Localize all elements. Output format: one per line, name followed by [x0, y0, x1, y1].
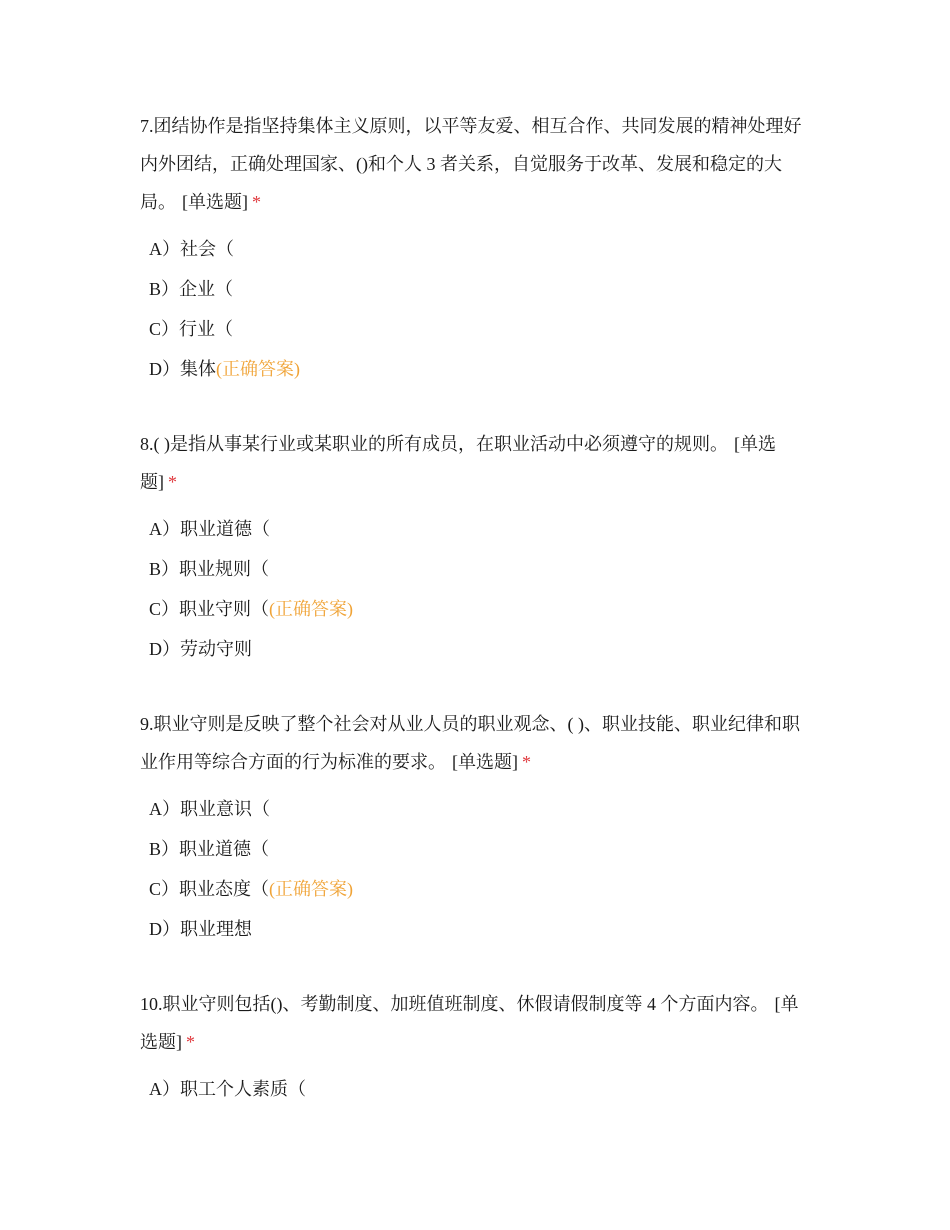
option-d[interactable]: D）职业理想 [149, 919, 252, 939]
correct-answer-tag: (正确答案) [269, 599, 354, 619]
option-c[interactable]: C）职业态度（(正确答案) [149, 879, 354, 899]
option-a[interactable]: A）职工个人素质（ [149, 1079, 306, 1099]
question-type-tag: [单选题] [452, 752, 518, 772]
option-d[interactable]: D）集体(正确答案) [149, 359, 300, 379]
option-b[interactable]: B）职业道德（ [149, 839, 270, 859]
question-text: 10.职业守则包括()、考勤制度、加班值班制度、休假请假制度等 4 个方面内容。 [单选题] * [140, 994, 799, 1052]
question-10 [140, 985, 810, 1109]
option-c[interactable]: C）行业（ [149, 319, 234, 339]
option-b[interactable]: B）职业规则（ [149, 559, 270, 579]
question-7 [140, 107, 810, 389]
required-marker: * [252, 192, 261, 212]
option-a[interactable]: A）职业道德（ [149, 519, 270, 539]
correct-answer-tag: (正确答案) [216, 359, 300, 379]
option-list [140, 229, 810, 389]
option-list [140, 1069, 810, 1109]
required-marker: * [186, 1032, 195, 1052]
option-c[interactable]: C）职业守则（(正确答案) [149, 599, 354, 619]
question-9 [140, 705, 810, 949]
option-a[interactable]: A）职业意识（ [149, 799, 270, 819]
question-text: 8.( )是指从事某行业或某职业的所有成员，在职业活动中必须遵守的规则。 [单选题] * [140, 434, 776, 492]
option-b[interactable]: B）企业（ [149, 279, 234, 299]
correct-answer-tag: (正确答案) [269, 879, 354, 899]
question-type-tag: [单选题] [140, 434, 776, 492]
option-list [140, 509, 810, 669]
required-marker: * [168, 472, 177, 492]
question-text: 7.团结协作是指坚持集体主义原则，以平等友爱、相互合作、共同发展的精神处理好内外团结，正确处理国家、()和个人 3 者关系，自觉服务于改革、发展和稳定的大局。 [单选题] * [140, 116, 802, 212]
option-a[interactable]: A）社会（ [149, 239, 234, 259]
option-list [140, 789, 810, 949]
required-marker: * [522, 752, 531, 772]
question-text: 9.职业守则是反映了整个社会对从业人员的职业观念、( )、职业技能、职业纪律和职业作用等综合方面的行为标准的要求。 [单选题] * [140, 714, 800, 772]
question-8 [140, 425, 810, 669]
question-type-tag: [单选题] [140, 994, 799, 1052]
option-d[interactable]: D）劳动守则 [149, 639, 252, 659]
question-type-tag: [单选题] [182, 192, 248, 212]
